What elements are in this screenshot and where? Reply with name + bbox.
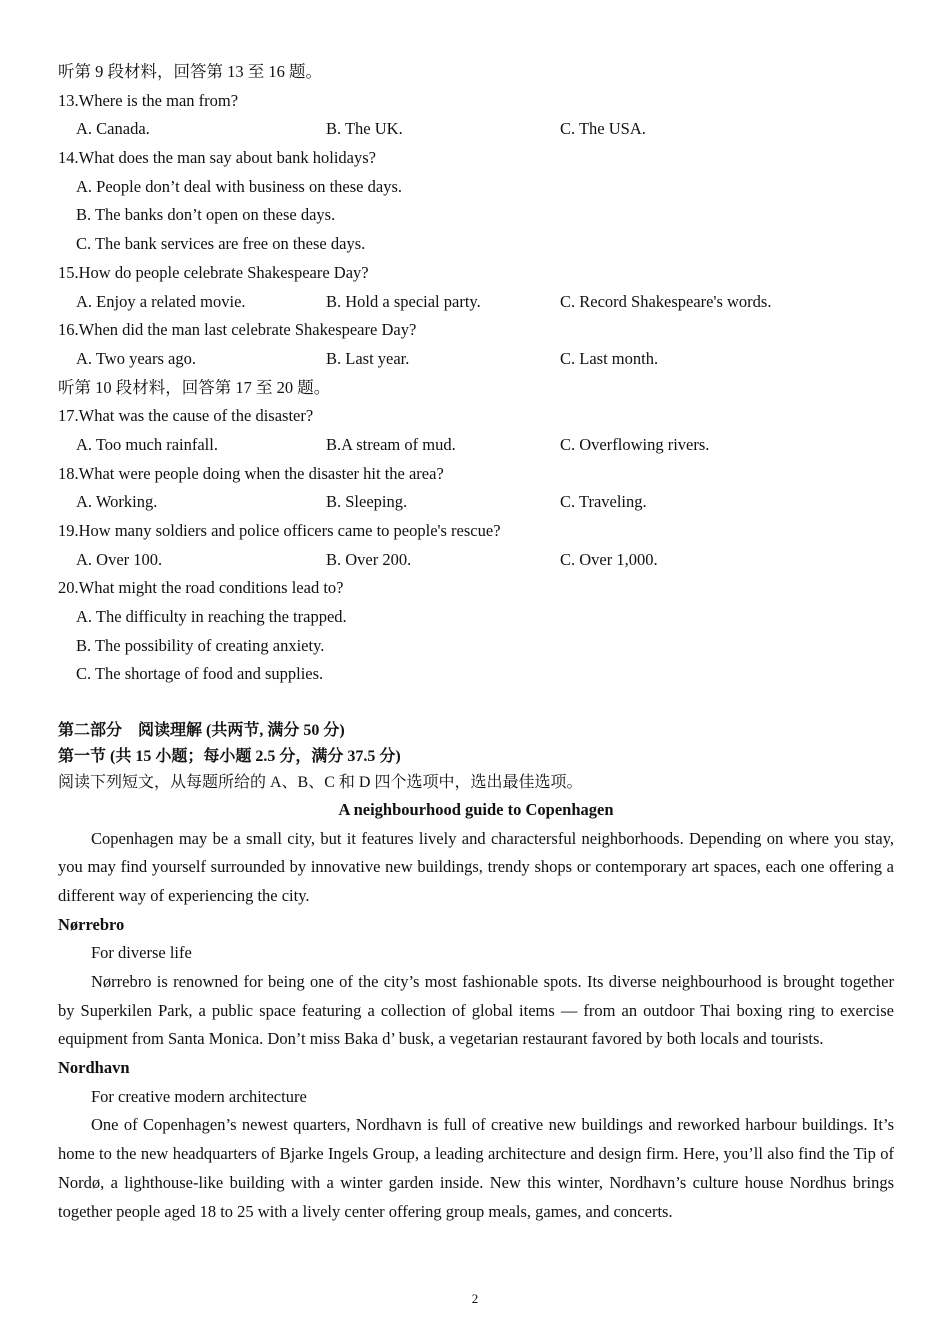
option-a: A. Two years ago. (76, 348, 196, 368)
option-b: B. Sleeping. (326, 492, 408, 512)
options-15 (58, 288, 894, 317)
option-b: B.A stream of mud. (326, 434, 456, 454)
options-18 (58, 488, 894, 517)
option-c: C. The bank services are free on these days. (76, 234, 366, 254)
question-13: 13.Where is the man from? (58, 90, 239, 110)
options-13 (58, 115, 894, 144)
option-b: B. Last year. (326, 348, 410, 368)
nordhavn-paragraph: One of Copenhagen’s newest quarters, Nordhavn is full of creative new buildings and reworked harbour buildings. It’s home to the new headquarters of Bjarke Ingels Group, a leading architecture and design firm. Here, you’ll also find the Tip of Nordø, a lighthouse-like building with a winter garden inside. New this winter, Nordhavn’s culture house Nordhus brings together people aged 18 to 25 with a lively center offering group meals, games, and concerts. (58, 1115, 894, 1221)
question-17: 17.What was the cause of the disaster? (58, 406, 314, 426)
option-c: C. The USA. (560, 119, 646, 139)
section9-instruction: 听第 9 段材料，回答第 13 至 16 题。 (58, 62, 322, 81)
option-a: A. Working. (76, 492, 158, 512)
spacer (58, 689, 894, 718)
article-title: A neighbourhood guide to Copenhagen (338, 799, 614, 819)
part2-title: 第二部分 阅读理解 (共两节, 满分 50 分) (58, 721, 345, 739)
page-number: 2 (471, 1291, 479, 1306)
question-15: 15.How do people celebrate Shakespeare Day? (58, 262, 369, 282)
option-b: B. The possibility of creating anxiety. (76, 635, 325, 655)
question-19: 19.How many soldiers and police officers came to people's rescue? (58, 521, 501, 540)
option-a: A. Too much rainfall. (76, 434, 218, 454)
question-14: 14.What does the man say about bank holidays? (58, 148, 377, 168)
option-c: C. The shortage of food and supplies. (76, 664, 324, 684)
option-a: A. People don’t deal with business on these days. (76, 176, 402, 196)
article-intro: Copenhagen may be a small city, but it features lively and charactersful neighborhoods. Depending on where you stay, you may find yourself surrounded by innovative new buildings, trendy shops or contemporary art spaces, each one offering a different way of experiencing the city. (58, 828, 894, 905)
option-c: C. Overflowing rivers. (560, 434, 710, 454)
section10-instruction: 听第 10 段材料，回答第 17 至 20 题。 (58, 377, 331, 397)
option-a: A. Canada. (76, 119, 150, 139)
option-b: B. The banks don’t open on these days. (76, 205, 336, 225)
exam-page (58, 58, 894, 1226)
option-c: C. Record Shakespeare's words. (560, 291, 772, 311)
option-c: C. Over 1,000. (560, 549, 658, 569)
question-18: 18.What were people doing when the disaster hit the area? (58, 463, 444, 483)
section-subtitle: For diverse life (91, 943, 192, 963)
option-c: C. Last month. (560, 348, 659, 368)
option-b: B. The UK. (326, 119, 403, 139)
reading-instruction: 阅读下列短文，从每题所给的 A、B、C 和 D 四个选项中，选出最佳选项。 (58, 773, 583, 791)
question-16: 16.When did the man last celebrate Shakespeare Day? (58, 320, 417, 340)
section-heading-norrebro: Nørrebro (58, 914, 125, 934)
norrebro-paragraph: Nørrebro is renowned for being one of the city’s most fashionable spots. Its diverse neighbourhood is brought together by Superkilen Park, a public space featuring a collection of global items — from an outdoor Thai boxing ring to exercise equipment from Santa Monica. Don’t miss Baka d’ busk, a vegetarian restaurant favored by both locals and tourists. (58, 971, 894, 1049)
option-c: C. Traveling. (560, 492, 647, 512)
section-heading-nordhavn: Nordhavn (58, 1058, 130, 1078)
options-19 (58, 546, 894, 575)
options-16 (58, 345, 894, 374)
option-a: A. The difficulty in reaching the trapped. (76, 607, 347, 627)
option-b: B. Hold a special party. (326, 291, 481, 311)
options-17 (58, 431, 894, 460)
option-b: B. Over 200. (326, 549, 412, 569)
question-20: 20.What might the road conditions lead to? (58, 578, 344, 598)
option-a: A. Over 100. (76, 549, 163, 569)
section-subtitle: For creative modern architecture (91, 1086, 307, 1106)
section1-title: 第一节 (共 15 小题；每小题 2.5 分，满分 37.5 分) (58, 747, 401, 765)
option-a: A. Enjoy a related movie. (76, 291, 246, 311)
